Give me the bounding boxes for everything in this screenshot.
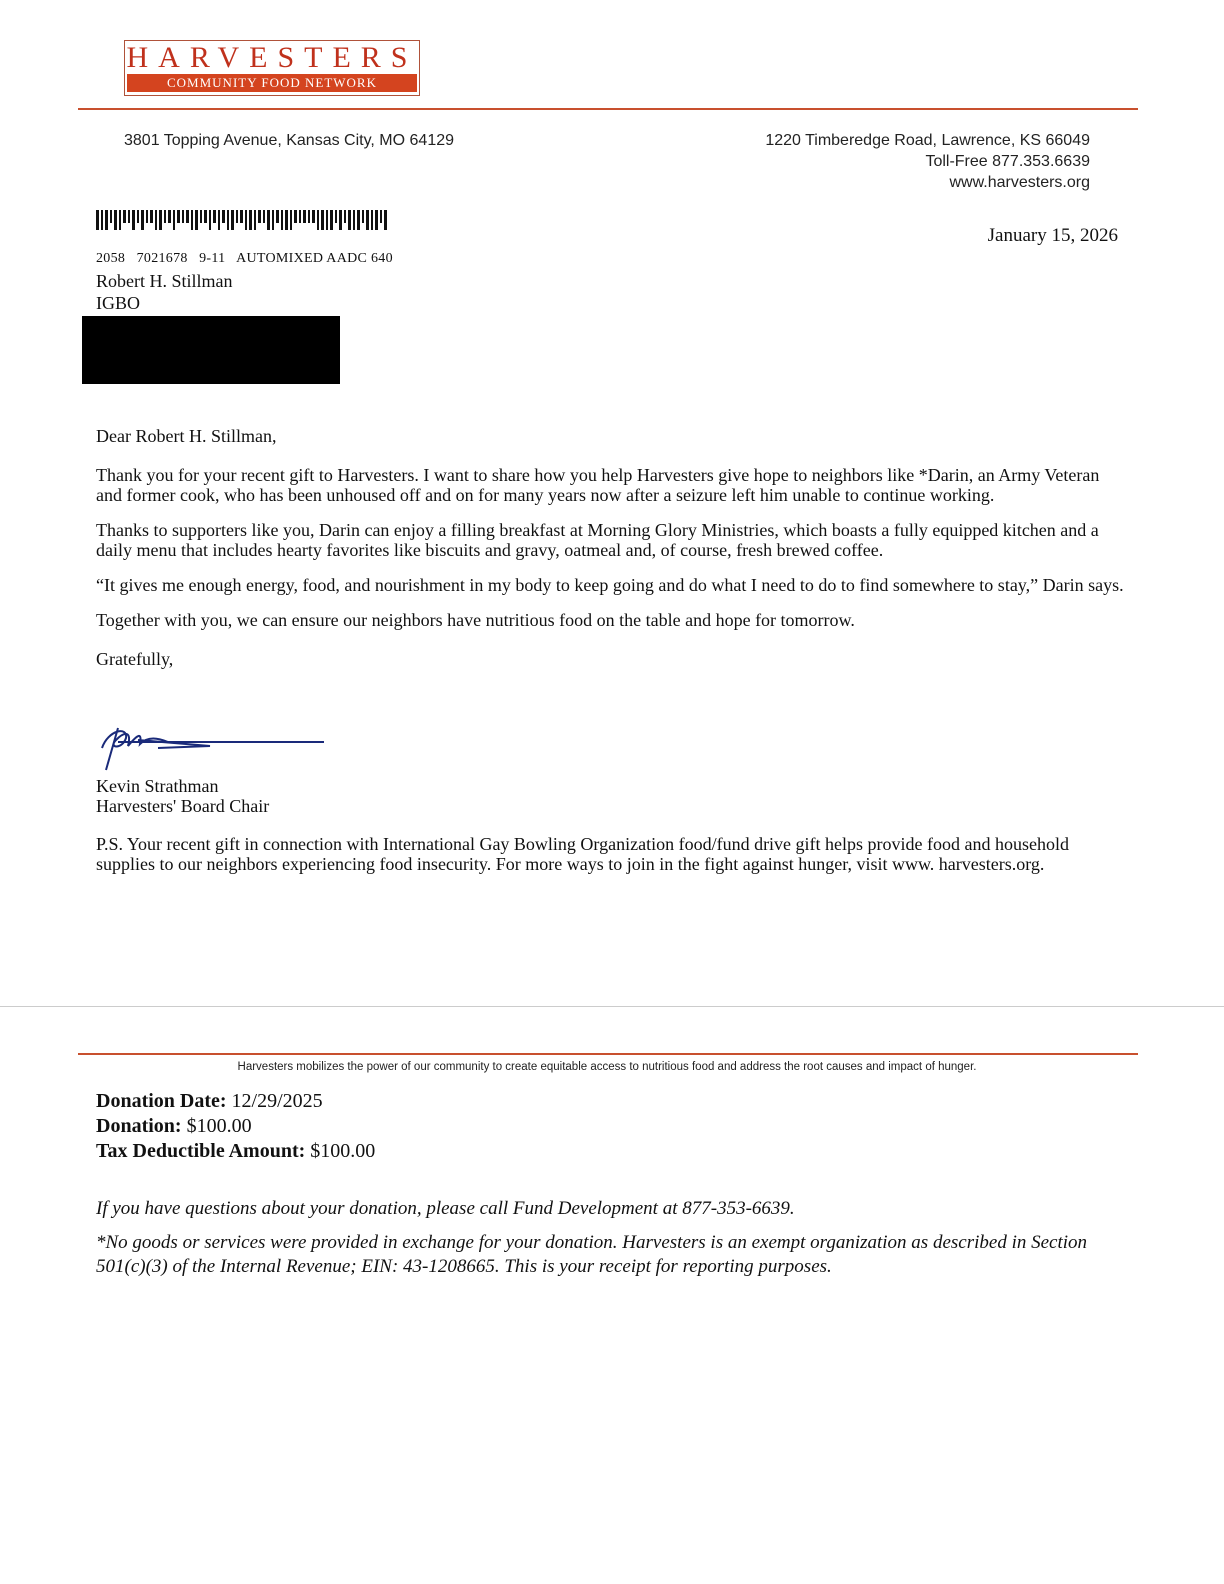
label: Tax Deductible Amount: — [96, 1140, 306, 1162]
tax-deductible-amount: $100.00 — [310, 1140, 376, 1162]
donation-date-row — [96, 1089, 375, 1114]
address-kansas-city: 3801 Topping Avenue, Kansas City, MO 64129 — [124, 132, 455, 149]
barcode-bar — [114, 210, 117, 230]
barcode-bar — [380, 210, 383, 223]
recipient-block — [96, 270, 233, 314]
barcode-bar — [335, 210, 338, 223]
postscript: P.S. Your recent gift in connection with International Gay Bowling Organization food/fund drive gift helps provide food and household supplies to our neighbors experiencing food insecurity. For more ways to join in the fight against hunger, visit www. harvesters.org. — [96, 834, 1070, 874]
recipient-org: IGBO — [96, 293, 140, 313]
barcode-bar — [245, 210, 248, 230]
label: Donation Date: — [96, 1090, 227, 1112]
logo-name: HARVESTERS — [126, 41, 418, 74]
harvesters-logo — [124, 40, 420, 96]
mailing-code: 2058 7021678 9-11 AUTOMIXED AADC 640 — [96, 251, 393, 266]
barcode-bar — [249, 210, 252, 230]
barcode-bar — [182, 210, 185, 223]
signer-block — [96, 776, 269, 816]
mission-statement: Harvesters mobilizes the power of our community to create equitable access to nutritious food and address the root causes and impact of hunger. — [237, 1061, 977, 1073]
barcode-bar — [200, 210, 203, 223]
signer-name: Kevin Strathman — [96, 776, 219, 796]
barcode-bar — [137, 210, 140, 223]
letter-date: January 15, 2026 — [987, 225, 1118, 246]
postal-barcode — [96, 210, 387, 230]
barcode-bar — [290, 210, 293, 230]
barcode-bar — [281, 210, 284, 230]
barcode-bar — [146, 210, 149, 223]
barcode-bar — [371, 210, 374, 230]
closing: Gratefully, — [96, 649, 174, 669]
barcode-bar — [155, 210, 158, 230]
tax-note: *No goods or services were provided in exchange for your donation. Harvesters is an exempt organization as described in Section 501(c)(3) of the Internal Revenue; EIN: 43-1208665. This is your receipt for reporting purposes. — [96, 1232, 1088, 1277]
barcode-bar — [285, 210, 288, 230]
barcode-bar — [330, 210, 333, 230]
barcode-bar — [362, 210, 365, 223]
barcode-bar — [159, 210, 162, 230]
barcode-bar — [321, 210, 324, 230]
barcode-bar — [267, 210, 270, 230]
barcode-bar — [366, 210, 369, 230]
address-line: 1220 Timberedge Road, Lawrence, KS 66049 — [765, 132, 1090, 149]
barcode-bar — [218, 210, 221, 230]
header-rule — [78, 108, 1138, 110]
signer-title: Harvesters' Board Chair — [96, 796, 270, 816]
barcode-bar — [105, 210, 108, 230]
barcode-bar — [132, 210, 135, 230]
barcode-bar — [254, 210, 257, 230]
website: www.harvesters.org — [949, 174, 1090, 191]
barcode-bar — [195, 210, 198, 230]
barcode-bar — [240, 210, 243, 223]
tax-deductible-row — [96, 1139, 375, 1164]
logo-tagline: COMMUNITY FOOD NETWORK — [127, 74, 417, 92]
redacted-address — [82, 316, 340, 384]
donation-amount: $100.00 — [186, 1115, 252, 1137]
barcode-bar — [177, 210, 180, 223]
barcode-bar — [326, 210, 329, 230]
barcode-bar — [357, 210, 360, 230]
paragraph: Thank you for your recent gift to Harvesters. I want to share how you help Harvesters give hope to neighbors like *Darin, an Army Veteran and former cook, who has been unhoused off and on for many years now after a seizure left him unable to continue working. — [96, 465, 1100, 505]
barcode-bar — [317, 210, 320, 230]
barcode-bar — [344, 210, 347, 223]
paragraph: Together with you, we can ensure our neighbors have nutritious food on the table and hope for tomorrow. — [96, 610, 855, 630]
barcode-bar — [308, 210, 311, 223]
barcode-bar — [150, 210, 153, 223]
barcode-bar — [339, 210, 342, 230]
barcode-bar — [263, 210, 266, 223]
barcode-bar — [128, 210, 131, 223]
fold-line — [0, 1006, 1224, 1007]
barcode-bar — [141, 210, 144, 230]
barcode-bar — [101, 210, 104, 230]
barcode-bar — [204, 210, 207, 223]
barcode-bar — [119, 210, 122, 230]
signature — [98, 720, 338, 772]
barcode-bar — [173, 210, 176, 230]
barcode-bar — [299, 210, 302, 223]
barcode-bar — [123, 210, 126, 223]
barcode-bar — [348, 210, 351, 230]
barcode-bar — [96, 210, 99, 230]
paragraph: Thanks to supporters like you, Darin can enjoy a filling breakfast at Morning Glory Ministries, which boasts a fully equipped kitchen and a daily menu that includes hearty favorites like biscuits and gravy, oatmeal and, of course, fresh brewed coffee. — [96, 520, 1099, 560]
address-lawrence — [765, 130, 1090, 193]
barcode-bar — [236, 210, 239, 223]
label: Donation: — [96, 1115, 182, 1137]
salutation: Dear Robert H. Stillman, — [96, 426, 277, 446]
barcode-bar — [209, 210, 212, 230]
barcode-bar — [258, 210, 261, 223]
barcode-bar — [312, 210, 315, 223]
barcode-bar — [213, 210, 216, 223]
receipt-notes — [96, 1197, 1096, 1289]
barcode-bar — [168, 210, 171, 223]
barcode-bar — [303, 210, 306, 223]
paragraph: “It gives me enough energy, food, and nourishment in my body to keep going and do what I need to do to find somewhere to stay,” Darin says. — [96, 575, 1124, 595]
barcode-bar — [294, 210, 297, 223]
barcode-bar — [384, 210, 387, 230]
recipient-name: Robert H. Stillman — [96, 271, 233, 291]
barcode-bar — [110, 210, 113, 223]
donation-date: 12/29/2025 — [231, 1090, 323, 1112]
barcode-bar — [227, 210, 230, 230]
barcode-bar — [186, 210, 189, 223]
barcode-bar — [222, 210, 225, 223]
toll-free-phone: Toll-Free 877.353.6639 — [925, 153, 1090, 170]
footer-rule — [78, 1053, 1138, 1055]
barcode-bar — [375, 210, 378, 230]
donation-summary — [96, 1089, 375, 1164]
barcode-bar — [353, 210, 356, 230]
barcode-bar — [164, 210, 167, 223]
barcode-bar — [231, 210, 234, 230]
barcode-bar — [191, 210, 194, 230]
barcode-bar — [276, 210, 279, 223]
letter-body — [96, 426, 1126, 684]
donation-amount-row — [96, 1114, 375, 1139]
questions-note: If you have questions about your donation, please call Fund Development at 877-353-6639. — [96, 1198, 795, 1219]
barcode-bar — [272, 210, 275, 230]
